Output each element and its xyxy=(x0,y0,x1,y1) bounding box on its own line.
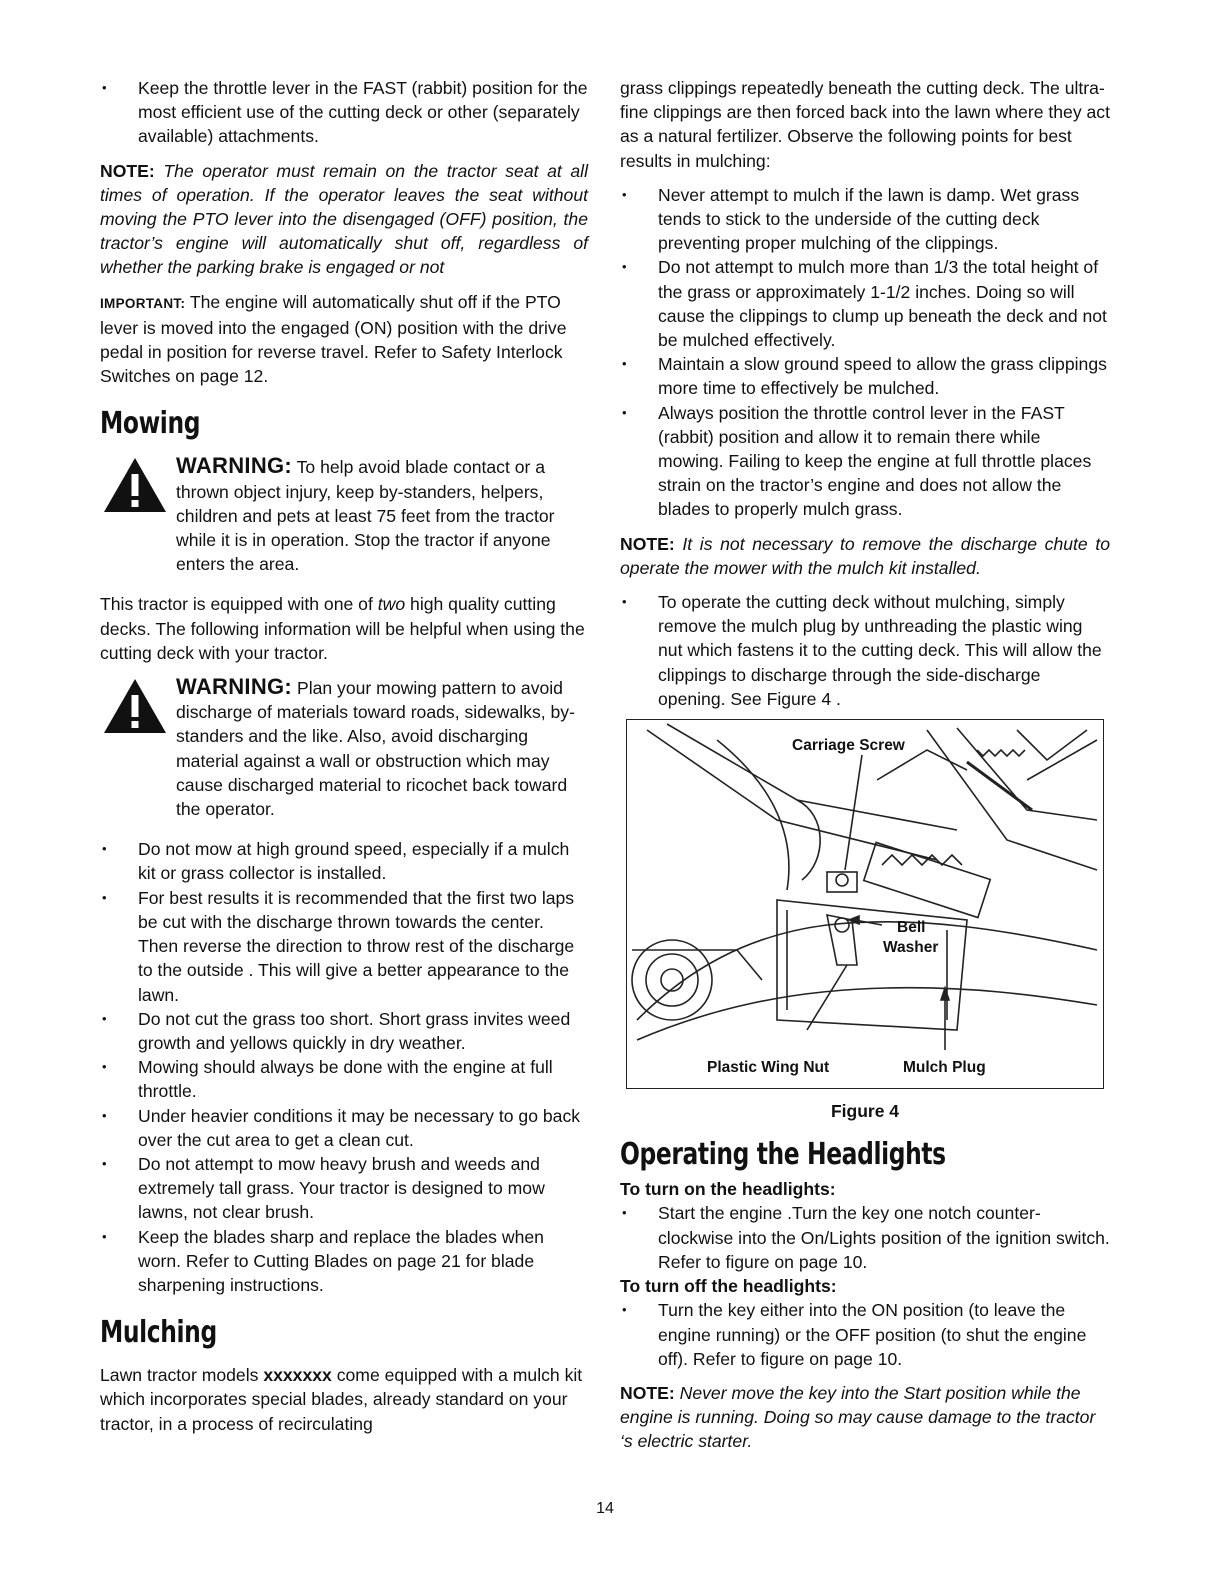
warning-label: WARNING: xyxy=(176,453,293,479)
warning-triangle-icon xyxy=(102,456,168,514)
warning-blade-contact: WARNING: To help avoid blade contact or a thrown object injury, keep by-standers, helpers, children and pets at least 75 feet from the tractor while it is in operation. Stop the tractor if anyone enters the area. xyxy=(100,454,588,576)
bullet-icon: • xyxy=(102,841,107,857)
callout-bell: Bell xyxy=(897,919,926,937)
list-item: • Do not cut the grass too short. Short grass invites weed growth and yellows quickly in dry weather. xyxy=(102,1008,571,1053)
list-item: • Do not mow at high ground speed, especially if a mulch kit or grass collector is installed. xyxy=(102,839,570,884)
list-item: • Always position the throttle control lever in the FAST (rabbit) position and allow it to remain there while mowing. Failing to keep the engine at full throttle places strain on the tractor’s engine and does not allow the blades to properly mulch grass. xyxy=(622,402,1092,520)
bullet-icon: • xyxy=(622,356,627,372)
mulching-tips-list xyxy=(620,183,1110,522)
section-heading-mulching: Mulching xyxy=(100,1315,217,1351)
subheading-turn-on: To turn on the headlights: xyxy=(620,1179,836,1200)
callout-washer: Washer xyxy=(883,939,939,957)
callout-mulch-plug: Mulch Plug xyxy=(903,1059,986,1077)
list-item: • For best results it is recommended that the first two laps be cut with the discharge thrown towards the center. Then reverse the direction to throw rest of the discharge to the outside . This will give a better appearance to the lawn. xyxy=(102,887,575,1005)
bullet-icon: • xyxy=(622,186,627,202)
intro-list xyxy=(100,76,588,149)
bullet-icon: • xyxy=(622,259,627,275)
warning-mowing-pattern: WARNING: Plan your mowing pattern to avoid discharge of materials toward roads, sidewalks, by-standers and the like. Also, avoid discharging material against a wall or obstruction which may cause discharged material to ricochet back toward the operator. xyxy=(100,675,588,821)
bullet-icon: • xyxy=(622,404,627,420)
bullet-icon: • xyxy=(102,1059,107,1075)
mulch-plug-diagram xyxy=(627,720,1103,1088)
bullet-icon: • xyxy=(102,1107,107,1123)
bullet-icon: • xyxy=(102,1010,107,1026)
warning-label: WARNING: xyxy=(176,674,293,700)
bullet-icon: • xyxy=(102,1228,107,1244)
callout-plastic-wing-nut: Plastic Wing Nut xyxy=(707,1059,830,1077)
list-item: • Start the engine .Turn the key one notch counter-clockwise into the On/Lights position of the ignition switch. Refer to figure on page 10. xyxy=(622,1203,1110,1272)
callout-carriage-screw: Carriage Screw xyxy=(792,737,905,755)
discharge-list xyxy=(620,590,1110,711)
turn-on-list xyxy=(620,1201,1110,1274)
list-item: • To operate the cutting deck without mulching, simply remove the mulch plug by unthreading the plastic wing nut which fastens it to the cutting deck. This will allow the clippings to discharge through the side-discharge opening. See Figure 4 . xyxy=(622,592,1102,709)
list-item: • Turn the key either into the ON position (to leave the engine running) or the OFF position (to shut the engine off). Refer to figure on page 10. xyxy=(622,1300,1087,1369)
important-notice: IMPORTANT: The engine will automatically shut off if the PTO lever is moved into the engaged (ON) position with the drive pedal in position for reverse travel. Refer to Safety Interlock Switches on page 12. xyxy=(100,291,567,387)
mulching-paragraph: Lawn tractor models xxxxxxx come equipped with a mulch kit which incorporates special blades, already standard on your tractor, in a process of recirculating xyxy=(100,1365,583,1434)
bullet-icon: • xyxy=(102,80,107,95)
list-item: • Do not attempt to mulch more than 1/3 the total height of the grass or approximately 1-1/2 inches. Doing so will cause the clippings to clump up beneath the deck and not be mulched effectively. xyxy=(622,257,1107,351)
list-item: • Do not attempt to mow heavy brush and weeds and extremely tall grass. Your tractor is designed to mow lawns, not clear brush. xyxy=(102,1153,545,1223)
list-item: • Keep the throttle lever in the FAST (rabbit) position for the most efficient use of the cutting deck or other (separately available) attachments. xyxy=(102,78,588,147)
bullet-icon: • xyxy=(622,1205,627,1221)
section-heading-mowing: Mowing xyxy=(100,406,201,442)
bullet-icon: • xyxy=(622,594,627,610)
note-discharge-chute: NOTE: It is not necessary to remove the discharge chute to operate the mower with the mulch kit installed. xyxy=(620,533,1110,578)
mulching-continued-paragraph: grass clippings repeatedly beneath the cutting deck. The ultra-fine clippings are then forced back into the lawn where they act as a natural fertilizer. Observe the following points for best results in mulching: xyxy=(620,78,1110,171)
list-item: • Under heavier conditions it may be necessary to go back over the cut area to get a clean cut. xyxy=(102,1105,581,1150)
mowing-tips-list xyxy=(100,837,588,1297)
note-operator-seat: NOTE: The operator must remain on the tractor seat at all times of operation. If the operator leaves the seat without moving the PTO lever into the disengaged (OFF) position, the tractor’s engine will automatically shut off, regardless of whether the parking brake is engaged or not xyxy=(100,160,588,278)
list-item: • Maintain a slow ground speed to allow the grass clippings more time to effectively be mulched. xyxy=(622,354,1107,399)
bullet-icon: • xyxy=(102,1155,107,1171)
warning-triangle-icon xyxy=(102,677,168,735)
figure-4-illustration xyxy=(626,719,1104,1089)
list-item: • Mowing should always be done with the engine at full throttle. xyxy=(102,1057,553,1102)
list-item: • Never attempt to mulch if the lawn is damp. Wet grass tends to stick to the underside of the cutting deck preventing proper mulching of the clippings. xyxy=(622,184,1080,254)
cutting-decks-paragraph: This tractor is equipped with one of two high quality cutting decks. The following information will be helpful when using the cutting deck with your tractor. xyxy=(100,594,585,663)
right-column xyxy=(620,76,1110,1464)
subheading-turn-off: To turn off the headlights: xyxy=(620,1276,837,1297)
left-column xyxy=(100,76,588,1446)
page-number: 14 xyxy=(596,1500,614,1517)
list-item: • Keep the blades sharp and replace the blades when worn. Refer to Cutting Blades on page 21 for blade sharpening instructions. xyxy=(102,1226,544,1295)
bullet-icon: • xyxy=(102,889,107,905)
bullet-icon: • xyxy=(622,1302,627,1318)
turn-off-list xyxy=(620,1298,1110,1371)
note-starter: NOTE: Never move the key into the Start position while the engine is running. Doing so may cause damage to the tractor ‘s electric starter. xyxy=(620,1382,1096,1452)
figure-caption: Figure 4 xyxy=(830,1101,900,1122)
section-heading-headlights: Operating the Headlights xyxy=(620,1137,946,1173)
